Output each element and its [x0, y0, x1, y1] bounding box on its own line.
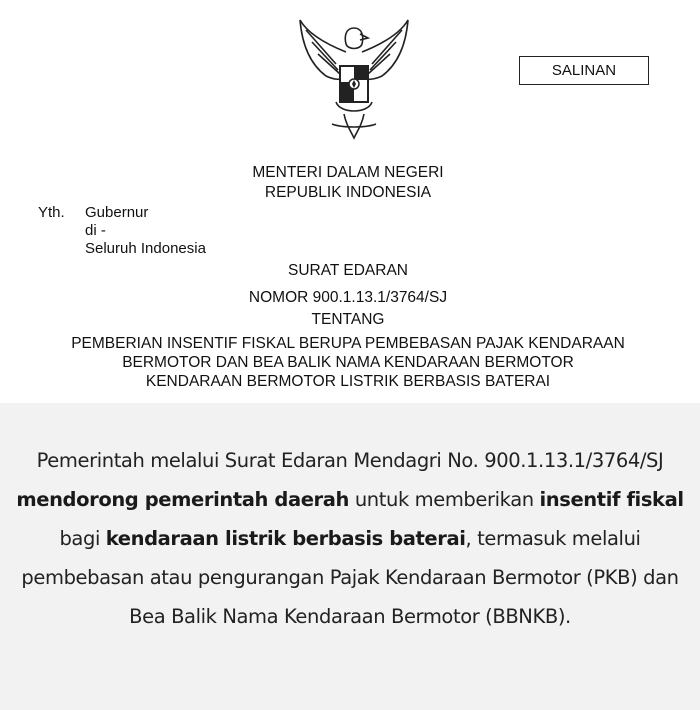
addressee-prefix: Yth. [38, 204, 65, 221]
addressee-line-2: di - [85, 222, 106, 239]
caption-panel [0, 403, 700, 710]
document-type: SURAT EDARAN [287, 262, 408, 279]
title-line-1: PEMBERIAN INSENTIF FISKAL BERUPA PEMBEBASAN PAJAK KENDARAAN [71, 335, 625, 352]
caption-segment: bagi [59, 527, 106, 550]
about-label: TENTANG [311, 311, 385, 328]
addressee-line-3: Seluruh Indonesia [85, 240, 206, 257]
issuer-line-1: MENTERI DALAM NEGERI [252, 164, 444, 181]
title-line-2: BERMOTOR DAN BEA BALIK NAMA KENDARAAN BERMOTOR [122, 354, 574, 371]
caption-segment: , termasuk melalui pembebasan atau pengurangan Pajak Kendaraan Bermotor (PKB) dan Bea Balik Nama Kendaraan Bermotor (BBNKB). [21, 527, 679, 628]
caption-emphasis: kendaraan listrik berbasis baterai [105, 527, 466, 550]
caption-emphasis: insentif fiskal [539, 488, 684, 511]
caption-segment: untuk memberikan [349, 488, 540, 511]
addressee-line-1: Gubernur [85, 204, 149, 221]
copy-stamp-box: SALINAN [519, 56, 649, 85]
document-number: NOMOR 900.1.13.1/3764/SJ [248, 289, 448, 306]
caption-emphasis: mendorong pemerintah daerah [16, 488, 350, 511]
issuer-line-2: REPUBLIK INDONESIA [264, 184, 432, 201]
title-line-3: KENDARAAN BERMOTOR LISTRIK BERBASIS BATERAI [145, 373, 551, 390]
garuda-emblem-icon [296, 14, 412, 142]
caption-segment: Pemerintah melalui Surat Edaran Mendagri No. 900.1.13.1/3764/SJ [36, 449, 664, 472]
caption-text [14, 441, 686, 636]
